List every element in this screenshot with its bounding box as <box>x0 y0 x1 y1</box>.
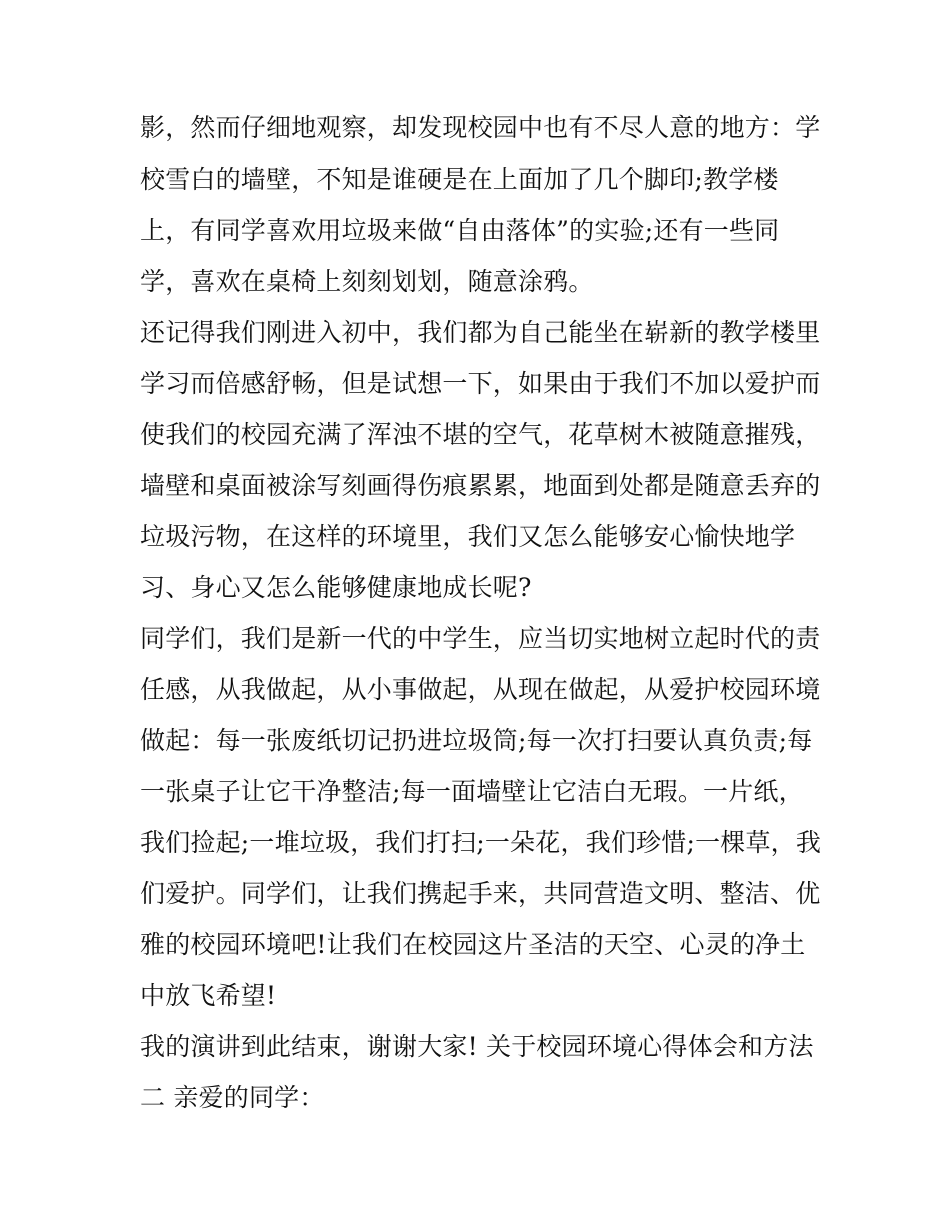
text-line: 习、身心又怎么能够健康地成长呢? <box>140 573 532 602</box>
text-line: 二 亲爱的同学： <box>140 1083 325 1112</box>
text-line: 学习而倍感舒畅，但是试想一下，如果由于我们不加以爱护而 <box>140 369 821 398</box>
text-line: 学，喜欢在桌椅上刻刻划划，随意涂鸦。 <box>140 267 594 296</box>
text-line: 任感，从我做起，从小事做起，从现在做起，从爱护校园环境 <box>140 675 821 704</box>
text-line: 中放飞希望! <box>140 981 277 1010</box>
text-line: 墙壁和桌面被涂写刻画得伤痕累累，地面到处都是随意丢弃的 <box>140 471 821 500</box>
text-line: 上，有同学喜欢用垃圾来做“自由落体”的实验;还有一些同 <box>140 216 780 245</box>
text-line: 我们捡起;一堆垃圾，我们打扫;一朵花，我们珍惜;一棵草，我 <box>140 828 822 857</box>
text-line: 我的演讲到此结束，谢谢大家! 关于校园环境心得体会和方法 <box>140 1032 814 1061</box>
text-line: 们爱护。同学们，让我们携起手来，共同营造文明、整洁、优 <box>140 879 821 908</box>
text-line: 一张桌子让它干净整洁;每一面墙壁让它洁白无瑕。一片纸， <box>140 777 804 806</box>
text-line: 还记得我们刚进入初中，我们都为自己能坐在崭新的教学楼里 <box>140 318 821 347</box>
text-line: 垃圾污物，在这样的环境里，我们又怎么能够安心愉快地学 <box>140 522 796 551</box>
text-line: 同学们，我们是新一代的中学生，应当切实地树立起时代的责 <box>140 624 821 653</box>
text-line: 影，然而仔细地观察，却发现校园中也有不尽人意的地方：学 <box>140 113 821 142</box>
text-line: 校雪白的墙壁，不知是谁硬是在上面加了几个脚印;教学楼 <box>140 165 779 194</box>
text-line: 做起：每一张废纸切记扔进垃圾筒;每一次打扫要认真负责;每 <box>140 726 813 755</box>
text-line: 使我们的校园充满了浑浊不堪的空气，花草树木被随意摧残， <box>140 420 821 449</box>
text-line: 雅的校园环境吧!让我们在校园这片圣洁的天空、心灵的净土 <box>140 930 806 959</box>
